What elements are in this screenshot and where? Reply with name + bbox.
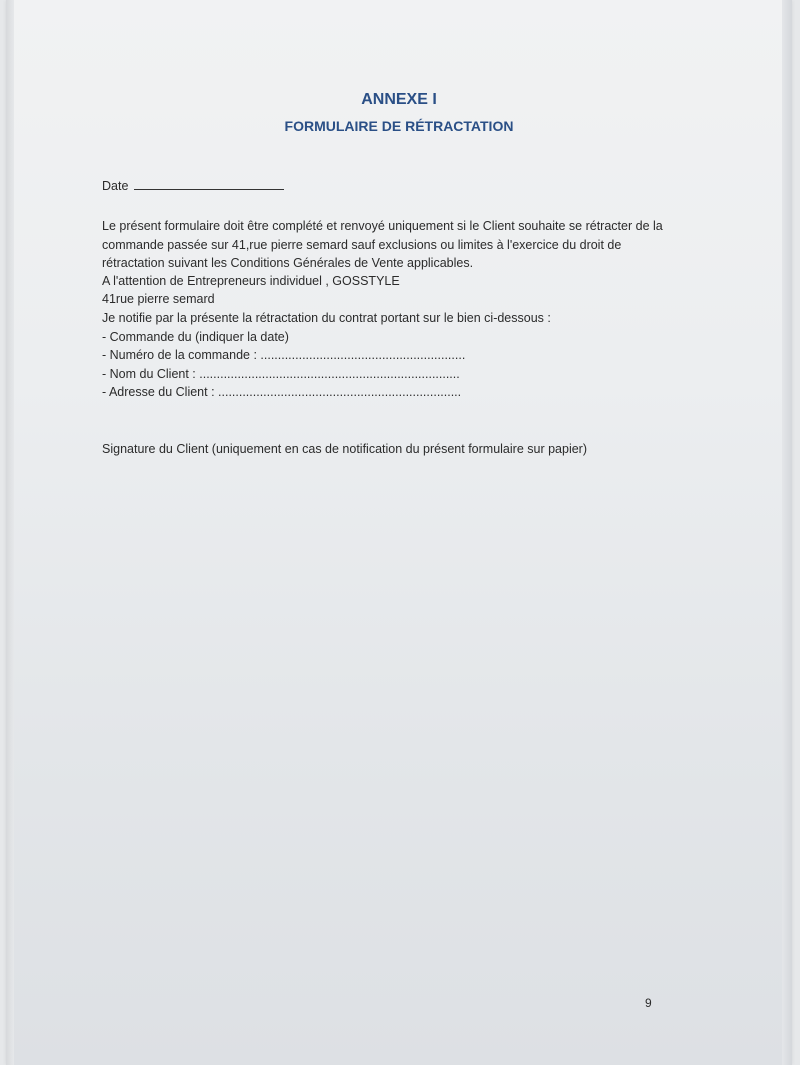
page-number: 9 xyxy=(645,996,652,1010)
page-left-edge xyxy=(6,0,14,1065)
document-page xyxy=(6,0,792,1065)
paragraph-line-3: rétractation suivant les Conditions Générales de Vente applicables. xyxy=(102,256,474,270)
date-label: Date xyxy=(102,179,129,193)
list-item-client-address: - Adresse du Client : ...................................................................... xyxy=(102,385,462,399)
paragraph-line-1: Le présent formulaire doit être complété et renvoyé uniquement si le Client souhaite se rétracter de la xyxy=(102,219,663,233)
date-field xyxy=(102,179,284,193)
date-blank-line xyxy=(134,179,284,190)
address-line: 41rue pierre semard xyxy=(102,292,215,306)
annex-title: ANNEXE I xyxy=(361,91,437,108)
list-item-order-number: - Numéro de la commande : ........................................................... xyxy=(102,348,466,362)
form-title: FORMULAIRE DE RÉTRACTATION xyxy=(284,118,514,134)
list-item-client-name: - Nom du Client : ........................................................................... xyxy=(102,367,460,381)
signature-label: Signature du Client (uniquement en cas de notification du présent formulaire sur papier) xyxy=(102,442,587,456)
attention-line: A l'attention de Entrepreneurs individuel , GOSSTYLE xyxy=(102,274,400,288)
notice-line: Je notifie par la présente la rétractation du contrat portant sur le bien ci-dessous : xyxy=(102,311,551,325)
list-item-order-date: - Commande du (indiquer la date) xyxy=(102,330,289,344)
paragraph-line-2: commande passée sur 41,rue pierre semard sauf exclusions ou limites à l'exercice du droit de xyxy=(102,238,622,252)
page-right-edge xyxy=(782,0,792,1065)
